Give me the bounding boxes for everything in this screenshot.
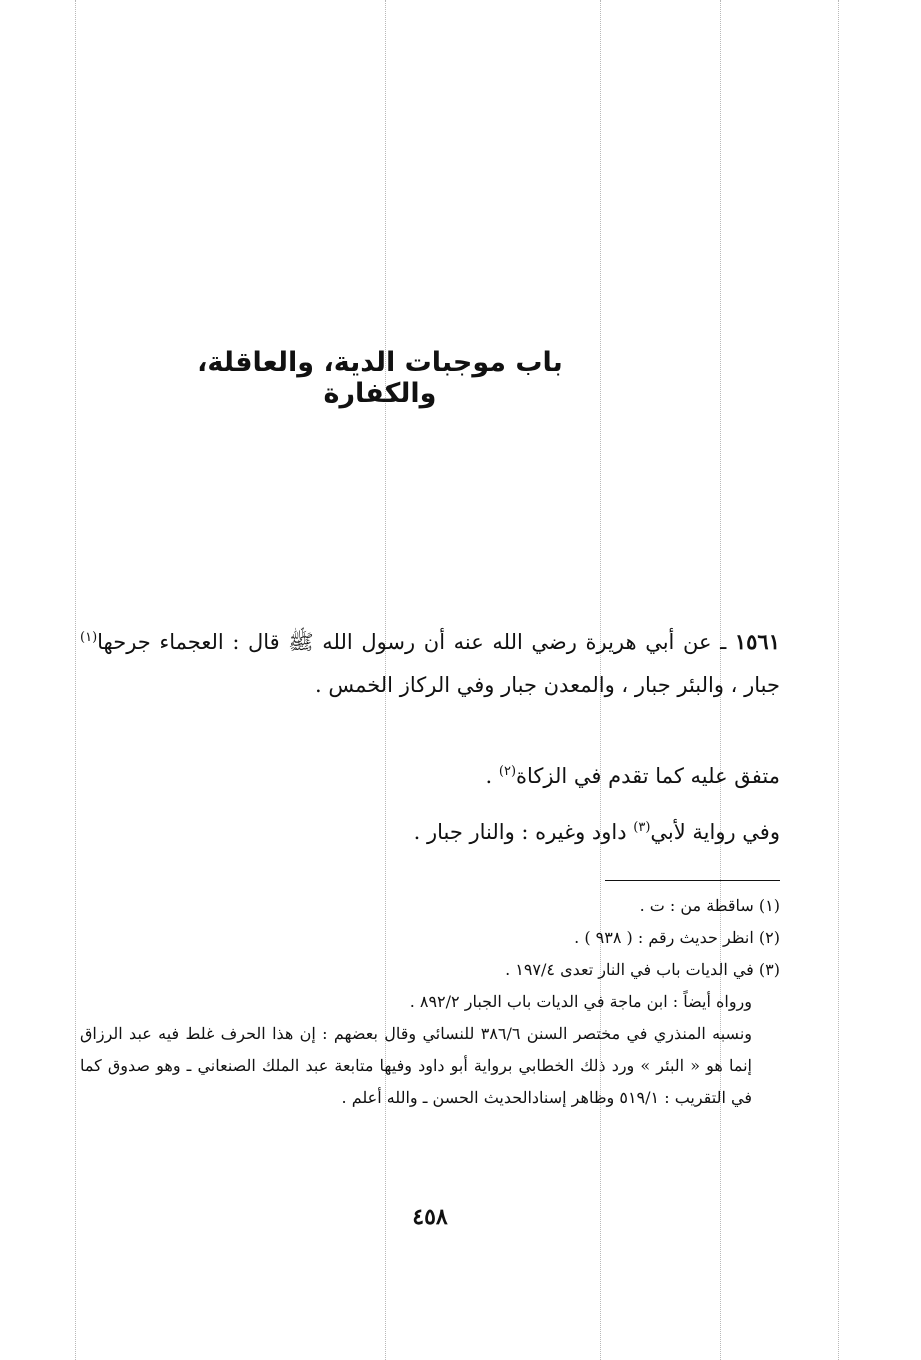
agreed-end: .: [485, 764, 499, 788]
hadith-text-part1: ـ عن أبي هريرة رضي الله عنه أن رسول الله ﷺ قال : العجماء جرحها: [97, 630, 735, 654]
scan-line: [75, 0, 76, 1360]
chapter-title: باب موجبات الدية، والعاقلة، والكفارة: [197, 347, 563, 409]
footnotes: [80, 890, 780, 1114]
footnote-ref-3: (٣): [633, 820, 651, 835]
narration-line: [414, 820, 780, 844]
footnote-3-continuation-1: ورواه أيضاً : ابن ماجة في الديات باب الجبار ٨٩٢/٢ .: [409, 992, 752, 1011]
footnote-3: (٣) في الديات باب في النار تعدى ١٩٧/٤ .: [505, 960, 780, 979]
hadith-number: ١٥٦١: [734, 629, 780, 654]
footnote-2: (٢) انظر حديث رقم : ( ٩٣٨ ) .: [574, 928, 780, 947]
footnote-1: (١) ساقطة من : ت .: [639, 896, 780, 915]
agreed-line: [486, 764, 780, 788]
footnote-separator: [605, 880, 780, 881]
scan-line: [838, 0, 839, 1360]
page-number: ٤٥٨: [412, 1204, 448, 1230]
hadith-text-part2: جبار ، والبئر جبار ، والمعدن جبار وفي الركاز الخمس .: [314, 673, 780, 697]
narration-text-part2: داود وغيره : والنار جبار .: [413, 820, 634, 844]
footnote-ref-2: (٢): [498, 764, 517, 779]
footnote-3-continuation-2: ونسبه المنذري في مختصر السنن ٣٨٦/٦ للنسائي وقال بعضهم : إن هذا الحرف غلط فيه عبد الرزاق إنما هو « البئر » ورد ذلك الخطابي برواية أبو داود وفيها متابعة عبد الملك الصنعاني ـ وهو صدوق كما في التقريب : ٥١٩/١ وظاهر إسنادالحديث الحسن ـ والله أعلم .: [80, 1024, 752, 1107]
agreed-text: متفق عليه كما تقدم في الزكاة: [516, 764, 780, 788]
narration-text-part1: وفي رواية لأبي: [650, 820, 780, 844]
footnote-ref-1: (١): [80, 630, 98, 645]
hadith-paragraph: [80, 620, 780, 707]
